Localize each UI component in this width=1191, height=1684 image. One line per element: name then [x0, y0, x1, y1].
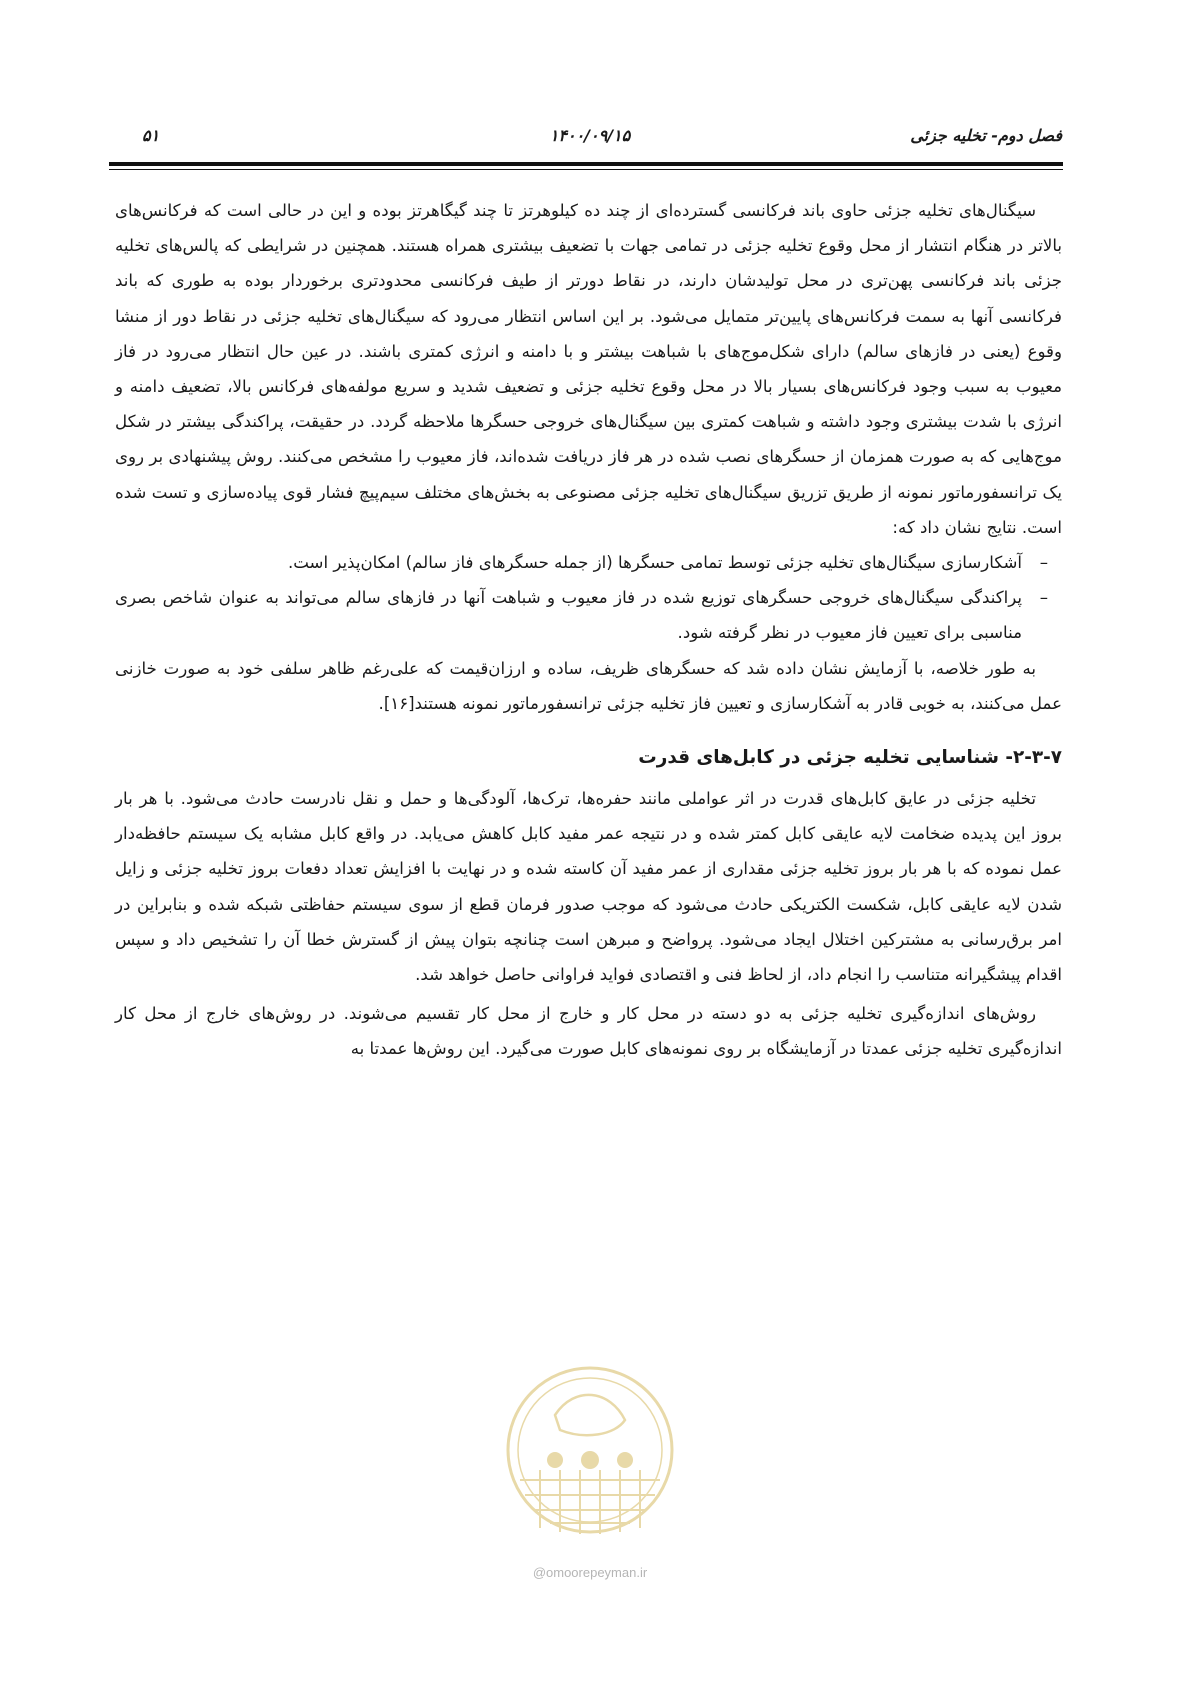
- page-number: ۵۱: [142, 126, 160, 145]
- body-paragraph: تخلیه جزئی در عایق کابل‌های قدرت در اثر عواملی مانند حفره‌ها، ترک‌ها، آلودگی‌ها و حمل و نقل نادرست حادث می‌شود. با هر بار بروز این پدیده ضخامت لایه عایقی کابل کمتر شده و در نتیجه عمر مفید کابل کاهش می‌یابد. در واقع کابل مشابه یک سیستم حافظه‌دار عمل نموده که با هر بار بروز تخلیه جزئی مقداری از عمر مفید آن کاسته شده و در نهایت با افزایش تعداد دفعات بروز تخلیه جزئی و زایل شدن لایه عایقی کابل، شکست الکتریکی حادث می‌شود که موجب صدور فرمان قطع از سوی سیستم حفاظتی شبکه شده و بنابراین در امر برق‌رسانی به مشترکین اختلال ایجاد می‌شود. پرواضح و مبرهن است چنانچه بتوان پیش از گسترش خطا آن را تشخیص داد و سپس اقدام پیشگیرانه متناسب را انجام داد، از لحاظ فنی و اقتصادی فواید فراوانی حاصل خواهد شد.: [115, 789, 1062, 985]
- section-heading: ۲-۳-۷- شناسایی تخلیه جزئی در کابل‌های قدرت: [638, 747, 1062, 769]
- list-item: – پراکندگی سیگنال‌های خروجی حسگرهای توزیع شده در فاز معیوب و شباهت آنها در فازهای سالم می‌تواند به عنوان شاخص بصری مناسبی برای تعیین فاز معیوب در نظر گرفته شود.: [115, 580, 1062, 650]
- header-rule-thick: [109, 162, 1063, 166]
- list-item: – آشکارسازی سیگنال‌های تخلیه جزئی توسط تمامی حسگرها (از جمله حسگرهای فاز سالم) امکان‌پذیر است.: [115, 545, 1062, 580]
- body-paragraph: سیگنال‌های تخلیه جزئی حاوی باند فرکانسی گسترده‌ای از چند ده کیلوهرتز تا چند گیگاهرتز بوده و این در حالی است که فرکانس‌های بالاتر در هنگام انتشار از محل وقوع تخلیه جزئی در تمامی جهات با تضعیف بیشتری همراه هستند. همچنین در شرایطی که پالس‌های تخلیه جزئی باند فرکانسی پهن‌تری در محل تولیدشان دارند، در نقاط دورتر از طیف فرکانسی محدودتری برخوردار بوده به طوری که باند فرکانسی آنها به سمت فرکانس‌های پایین‌تر متمایل می‌شود. بر این اساس انتظار می‌رود که سیگنال‌های تخلیه جزئی در نقاط دور از منشا وقوع (یعنی در فازهای سالم) دارای شکل‌موج‌های با شباهت بیشتر و با دامنه و انرژی کمتری باشند. در عین حال انتظار می‌رود در فاز معیوب به سبب وجود فرکانس‌های بسیار بالا در محل وقوع تخلیه جزئی و تضعیف شدید و سریع مولفه‌های فرکانس بالا، تضعیف دامنه و انرژی با شدت بیشتری وجود داشته و شباهت کمتری بین سیگنال‌های خروجی حسگرها ملاحظه گردد. در حقیقت، پراکندگی بیشتر در شکل موج‌هایی که به صورت همزمان از حسگرهای نصب شده در هر فاز دریافت شده‌اند، فاز معیوب را مشخص می‌کنند. روش پیشنهادی بر روی یک ترانسفورماتور نمونه از طریق تزریق سیگنال‌های تخلیه جزئی مصنوعی به بخش‌های مختلف سیم‌پیچ فشار قوی پیاده‌سازی و تست شده است. نتایج نشان داد که:: [115, 201, 1062, 537]
- page-header: [118, 120, 1062, 148]
- body-paragraph: به طور خلاصه، با آزمایش نشان داده شد که حسگرهای ظریف، ساده و ارزان‌قیمت که علی‌رغم ظاهر سلفی خود به صورت خازنی عمل می‌کنند، به خوبی قادر به آشکارسازی و تعیین فاز تخلیه جزئی ترانسفورماتور نمونه هستند[۱۶].: [115, 658, 1062, 713]
- watermark-logo: [500, 1360, 680, 1540]
- chapter-title: فصل دوم- تخلیه جزئی: [910, 126, 1062, 145]
- body-paragraph: روش‌های اندازه‌گیری تخلیه جزئی به دو دسته در محل کار و خارج از محل کار تقسیم می‌شوند. در روش‌های خارج از محل کار اندازه‌گیری تخلیه جزئی عمدتا در آزمایشگاه بر روی نمونه‌های کابل صورت می‌گیرد. این روش‌ها عمدتا به: [115, 1004, 1062, 1059]
- watermark-url: @omoorepeyman.ir: [532, 1565, 648, 1580]
- header-rule-thin: [109, 169, 1063, 170]
- page-body: [115, 193, 1062, 1067]
- header-date: ۱۴۰۰/۰۹/۱۵: [549, 126, 631, 145]
- results-list: [115, 545, 1062, 651]
